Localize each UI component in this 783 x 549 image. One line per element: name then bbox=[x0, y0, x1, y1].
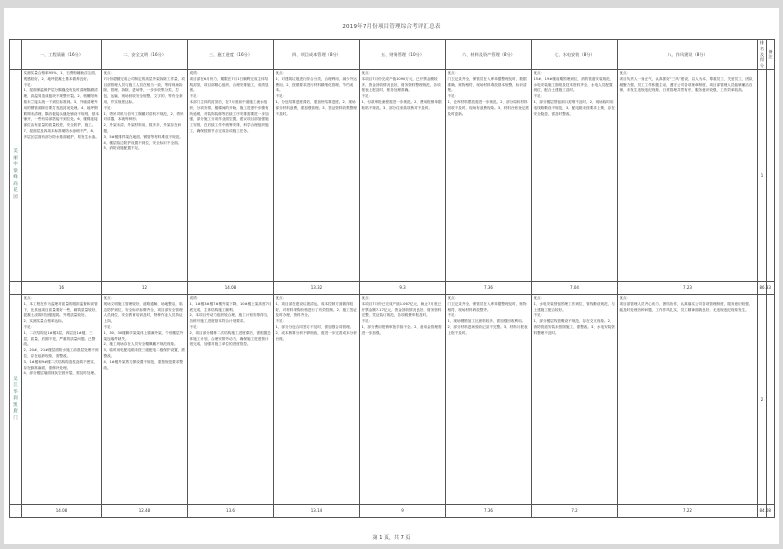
header-cell: 备注 bbox=[767, 40, 775, 70]
report-sheet bbox=[4, 8, 779, 544]
score-cell: 13.32 bbox=[274, 281, 360, 294]
evaluation-cell: 优点： 本项目7月份已完成产值1.067亿元，截止7月底已开票金额7.17亿元，资金回收情况良好，财务资料完整，凭证装订规范，各项税费申报及时。 不足： 1、部分费用报销审批手续不全。2、备用金管理需进一步加强。 bbox=[360, 294, 446, 504]
evaluation-cell: 优点： 门卫记录齐全，保管员在入库单据整理及时，数据准确，账物相符，现场材料堆放基本规整，标识清楚。 不足： 1、仓库材料摆放需进一步规范。2、部分周转材料回收不及时，现场有浪费现象。3、材料台账登记需及时更新。 bbox=[446, 69, 532, 281]
table-row bbox=[10, 69, 775, 281]
evaluation-cell: 优点： 项目负责人一身正气，认真抓好“三风”建设，以人为本，尊重员工，关爱员工，团队凝聚力强，员工工作积极主动，遵守公司各项规章制度，项目部管理人员能够廉洁自律，未发生违规违纪现象，日常管理井然有序，服务意识较强，工作效率较高。 bbox=[618, 69, 758, 281]
score-cell: 7.36 bbox=[446, 504, 532, 517]
score-cell: 12.48 bbox=[102, 504, 188, 517]
score-cell: 14.08 bbox=[22, 504, 102, 517]
score-cell: 9.3 bbox=[360, 281, 446, 294]
rank-cell: 2 bbox=[758, 294, 767, 504]
score-cell: 7.22 bbox=[618, 504, 758, 517]
evaluation-cell: 优点： 门卫记录齐全，保管员在入库单据整理及时，账物相符，现场材料码放整齐。 不足： 1、现场钢筋加工区废料较多，需加强回收利用。2、部分材料进场验收记录不完整。3、材料月报表上报不及时。 bbox=[446, 294, 532, 504]
score-cell bbox=[10, 504, 22, 517]
score-cell: 7.23 bbox=[618, 281, 758, 294]
score-cell: 13.14 bbox=[274, 504, 360, 517]
evaluation-cell: 成绩： 项目部在6月份力，期限在7月1日顺利完成主体结构封顶，项目部精心组织，合理安排施工，成绩显著。 不足： 本部门主体的封顶后，在7月底前中道施工流水组织，分项安排，楼梯间的开始，施工进度中步骤有所延缓，对装饰装修等后续工序安排需要进一步加强，部分施工分项作业面空置，建议项目部加强施工安排，在后续工作中统筹安排，科学合理组织施工，确保按照节点完成各项施工任务。 bbox=[188, 69, 274, 281]
evaluation-cell: 优点： 项目部管理人员齐心协力，团结协作，认真落实公司各项管理制度，服务意识较强，能及时处理各种问题，工作作风扎实，员工精神面貌良好，无违规违纪现象发生。 bbox=[618, 294, 758, 504]
evaluation-cell: 优点： 现场文明施工管理较好，道路通畅，场地整洁，临边防护到位，安全标识标牌齐全，项目部安全管理人员到位，安全教育培训及时，特种作业人员持证上岗。 不足： 1、30、30楼脚手架架体上插满外架，个别楼层外架连墙件缺失。 2、施工现场存在人员安全帽佩戴不规范现象。 3、临时用电配电箱未按三级配电二级保护设置，需整改。 4、1#楼外架剪刀撑设置不规范，需按规范要求整改。 bbox=[102, 294, 188, 504]
header-cell bbox=[10, 40, 22, 70]
header-cell: 排名及得分 bbox=[758, 40, 767, 70]
header-cell: 一、工程质量（16分） bbox=[22, 40, 102, 70]
header-cell: 三、施工进度（16分） bbox=[188, 40, 274, 70]
score-row bbox=[10, 281, 775, 294]
header-row bbox=[10, 40, 775, 70]
evaluation-cell: 优点： 1、对建筑垃圾进行综合分类，合理利用，减少外运费用。2、按照要求进行材料精细化管理，节约成本。 不足： 1、分包结算进度滞后，需加快结算进度。2、现场部分材料浪费，需加强管理。3、签证资料收集整理不及时。 bbox=[274, 69, 360, 281]
header-cell: 八、作风建设（8分） bbox=[618, 40, 758, 70]
score-cell: 7.2 bbox=[532, 504, 618, 517]
table-row bbox=[10, 294, 775, 504]
evaluation-cell: 优点： 1、项目部在建设垃圾清运，成本控制方面做得较好，对材料采购价格进行了有效控制。2、施工签证及时办理，资料齐全。 不足： 1、部分分包合同签订不及时，需加强合同管理。2、成本核算分析不够细致，需进一步完善成本分析台账。 bbox=[274, 294, 360, 504]
score-cell bbox=[10, 281, 22, 294]
score-cell: 7.36 bbox=[446, 281, 532, 294]
evaluation-cell: 优点： 1、本工程在作为监理对质量的跟踪监督和高管下，比其他项目质量要好一些，砌筑质量较好，混凝土浇筑时加强振捣，外观质量较好。 2、实测实量合格率达标。 不足： 1、二次结构及1#楼3层，四层及1#楼，三层，质量，后期不见，严重的质量问题，已整改。 2、20#、21#楼层面防水施工前基层处理不到位，存在起砂现象，需整改。 3、1#楼和9#楼二次结构构造柱浇筑不密实，存在蜂窝麻面，需修补处理。 4、部分楼层墙面抹灰空鼓开裂，需及时处理。 bbox=[22, 294, 102, 504]
score-cell: 9 bbox=[360, 504, 446, 517]
remark-cell bbox=[767, 294, 775, 504]
score-cell: 12 bbox=[102, 281, 188, 294]
rank-cell: 1 bbox=[758, 69, 767, 281]
score-cell: 16 bbox=[22, 281, 102, 294]
evaluation-cell: 优点： 本项目7月份完成产值1090万元，已开票金额较多，资金回收情况良好，财务资料整理规范，各项报表上报及时，账务处理准确。 不足： 1、付款审批流程需进一步规范。2、费用报销单据粘贴不规范。3、部分往来款项核对不及时。 bbox=[360, 69, 446, 281]
project-name: 吴江华润凯旋门 bbox=[10, 294, 22, 504]
remark-cell bbox=[767, 69, 775, 281]
page-footer: 第 1 页，共 7 页 bbox=[372, 535, 411, 541]
score-cell: 13.6 bbox=[188, 504, 274, 517]
evaluation-cell: 成绩： 1、1#楼3#楼7#楼外架下降，10#楼上架高度7月底完成，主体结构施工顺利。 2、本项目劳动力组织较合理，施工计划安排得当，各栋号施工进度基本符合计划要求。 不足： 2、项目部分楼栋二次结构施工进度滞后，需根据总体施工计划，合理安排劳动力，确保施工进度按计划完成，加强对施工单位的进度管控。 bbox=[188, 294, 274, 504]
evaluation-table bbox=[9, 39, 775, 518]
evaluation-cell: 优点： 1、水电安装预留预埋工作到位，管线敷设规范，与土建施工配合较好。 不足： 1、部分楼层线管敷设不规范，存在交叉现象。2、消防管道安装未按图施工，需整改。3、水电安装资料整理不及时。 bbox=[532, 294, 618, 504]
evaluation-cell: 实测实量合格率95%，1、石膏粉辅助浮尘面，观感较好。2、地坪混凝土基本做养良好。 不足： 1、屋面保温保护层分隔缝没有及时清理隔磨清理，高温易造成板块不规整开裂。2、格栅阳角基未兰接头统一下到位标准到。3、外墙清理外用的钢管洞除后要打发泡封闭处理。4、地坪钢筋网未清理，隔音板接头缝处铺设不规则，基本铺开，一些有局部搭接不到位处。6、楼梯连接部位由有质量的质量较差，安全防护，施工。7、屋面层及四周未标准刷防水涂刷不严，8、多层区层面有部分防水基面破护，易发生水渗。 bbox=[22, 69, 102, 281]
total-score-cell: 86.33 bbox=[758, 281, 767, 294]
evaluation-cell: 优点： 7月份超额完成公司制定的高层外架拆除工作量，项目部管理人员与施工人员在相当一致，等待现场拆除，管理、拆除、进场等，一步步收集分类，打包，运输，现场回收安全规整，文字的，等有全套用，并实规度达标。 不足： 1、塔吊司机与信号工佩戴对讲机不规范，2、塔吊对讲器，本就每种形； 2、外架未清，外架材料用，数多多，外架存在问题， 3、5#楼排样架在地面，钢管等材料堆放不规范。 4、楼层临边防护设置不到位，安全标识不全面。 5、消防设施配置不足。 bbox=[102, 69, 188, 281]
score-row bbox=[10, 504, 775, 517]
total-score-cell: 84.08 bbox=[758, 504, 767, 517]
header-cell: 二、安全文明（16分） bbox=[102, 40, 188, 70]
report-title: 2019年7月份项目管理综合考评汇总表 bbox=[342, 24, 441, 30]
evaluation-cell: 优点： 15#、19#楼前期预埋到位，消防管道安装规范，水电安装施工图纸及技术资料齐全，水电人员配置到位，配合土建施工及时。 不足： 1、部分楼层预留洞口封堵不及时，2、现场临时用电线路敷设不规范，3、配电箱未按要求上锁，存在安全隐患，需及时整改。 bbox=[532, 69, 618, 281]
header-cell: 五、财务管理（10分） bbox=[360, 40, 446, 70]
score-cell: 14.08 bbox=[188, 281, 274, 294]
header-cell: 四、项目成本管理（8分） bbox=[274, 40, 360, 70]
score-cell: 7.04 bbox=[532, 281, 618, 294]
header-cell: 七、水电安装（8分） bbox=[532, 40, 618, 70]
header-cell: 六、材料及资产管理（8分） bbox=[446, 40, 532, 70]
project-name: 美丽中梁峰尚花园 bbox=[10, 69, 22, 281]
